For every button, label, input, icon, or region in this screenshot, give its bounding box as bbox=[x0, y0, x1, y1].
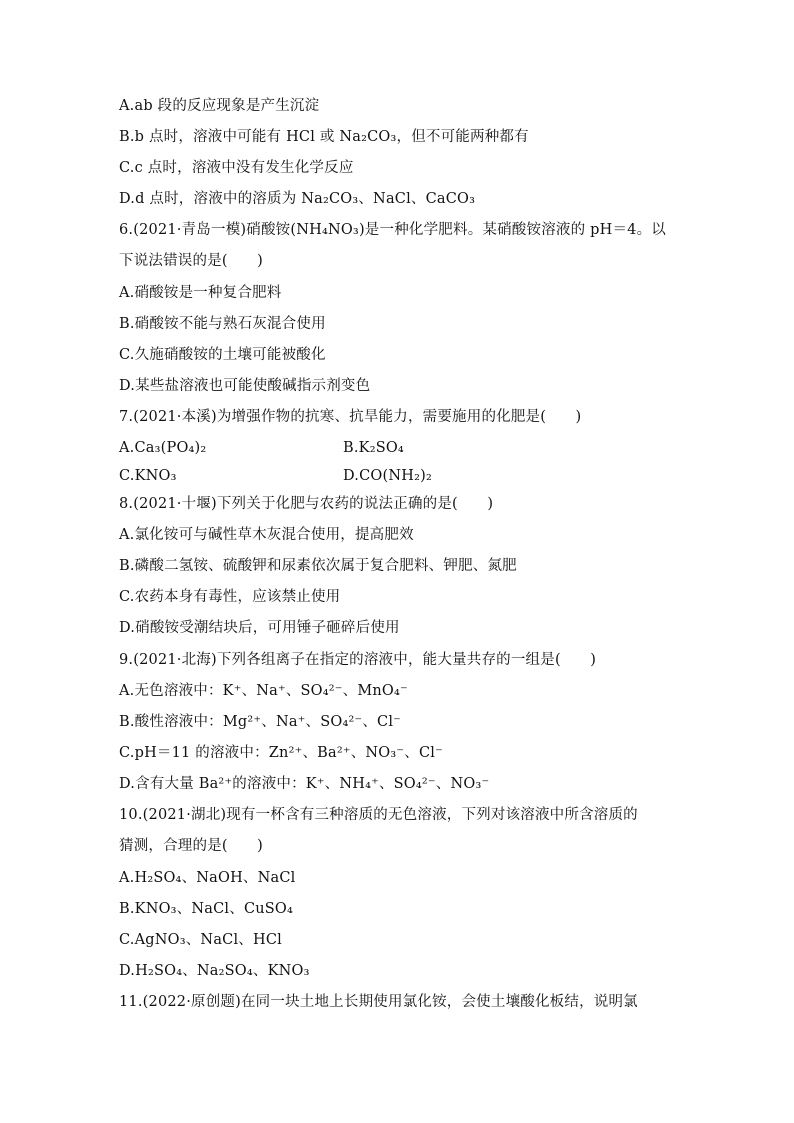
q10-option-a: A.H₂SO₄、NaOH、NaCl bbox=[119, 870, 296, 886]
q5-option-d: D.d 点时，溶液中的溶质为 Na₂CO₃、NaCl、CaCO₃ bbox=[119, 191, 476, 207]
q10-stem-line1: 10.(2021·湖北)现有一杯含有三种溶质的无色溶液，下列对该溶液中所含溶质的 bbox=[119, 807, 638, 823]
q6-option-c: C.久施硝酸铵的土壤可能被酸化 bbox=[119, 347, 326, 363]
q6-option-b: B.硝酸铵不能与熟石灰混合使用 bbox=[119, 316, 326, 332]
q6-option-d: D.某些盐溶液也可能使酸碱指示剂变色 bbox=[119, 378, 371, 394]
q7-option-c: C.KNO₃ bbox=[119, 468, 177, 484]
q6-stem-line1: 6.(2021·青岛一模)硝酸铵(NH₄NO₃)是一种化学肥料。某硝酸铵溶液的 pH＝4。以 bbox=[119, 222, 666, 238]
q10-option-d: D.H₂SO₄、Na₂SO₄、KNO₃ bbox=[119, 963, 310, 979]
q9-option-c: C.pH＝11 的溶液中：Zn²⁺、Ba²⁺、NO₃⁻、Cl⁻ bbox=[119, 745, 443, 761]
q7-option-b: B.K₂SO₄ bbox=[343, 440, 404, 456]
q11-stem-line1: 11.(2022·原创题)在同一块土地上长期使用氯化铵，会使土壤酸化板结，说明氯 bbox=[119, 994, 638, 1010]
q7-option-a: A.Ca₃(PO₄)₂ bbox=[119, 440, 207, 456]
q10-option-b: B.KNO₃、NaCl、CuSO₄ bbox=[119, 901, 294, 917]
q5-option-c: C.c 点时，溶液中没有发生化学反应 bbox=[119, 160, 354, 176]
q5-option-b: B.b 点时，溶液中可能有 HCl 或 Na₂CO₃，但不可能两种都有 bbox=[119, 129, 529, 145]
q8-option-d: D.硝酸铵受潮结块后，可用锤子砸碎后使用 bbox=[119, 620, 400, 636]
q6-option-a: A.硝酸铵是一种复合肥料 bbox=[119, 285, 282, 301]
q5-option-a: A.ab 段的反应现象是产生沉淀 bbox=[119, 98, 320, 114]
q8-option-a: A.氯化铵可与碱性草木灰混合使用，提高肥效 bbox=[119, 527, 414, 543]
q8-option-b: B.磷酸二氢铵、硫酸钾和尿素依次属于复合肥料、钾肥、氮肥 bbox=[119, 558, 517, 574]
q10-option-c: C.AgNO₃、NaCl、HCl bbox=[119, 932, 282, 948]
q7-stem: 7.(2021·本溪)为增强作物的抗寒、抗旱能力，需要施用的化肥是( ) bbox=[119, 409, 582, 425]
q6-stem-line2: 下说法错误的是( ) bbox=[119, 253, 264, 269]
q10-stem-line2: 猜测，合理的是( ) bbox=[119, 838, 264, 854]
q8-stem: 8.(2021·十堰)下列关于化肥与农药的说法正确的是( ) bbox=[119, 496, 494, 512]
q9-option-b: B.酸性溶液中：Mg²⁺、Na⁺、SO₄²⁻、Cl⁻ bbox=[119, 714, 402, 730]
q8-option-c: C.农药本身有毒性，应该禁止使用 bbox=[119, 589, 341, 605]
q9-option-d: D.含有大量 Ba²⁺的溶液中：K⁺、NH₄⁺、SO₄²⁻、NO₃⁻ bbox=[119, 776, 490, 792]
q9-option-a: A.无色溶液中：K⁺、Na⁺、SO₄²⁻、MnO₄⁻ bbox=[119, 683, 408, 699]
q9-stem: 9.(2021·北海)下列各组离子在指定的溶液中，能大量共存的一组是( ) bbox=[119, 652, 597, 668]
q7-option-d: D.CO(NH₂)₂ bbox=[343, 468, 432, 484]
